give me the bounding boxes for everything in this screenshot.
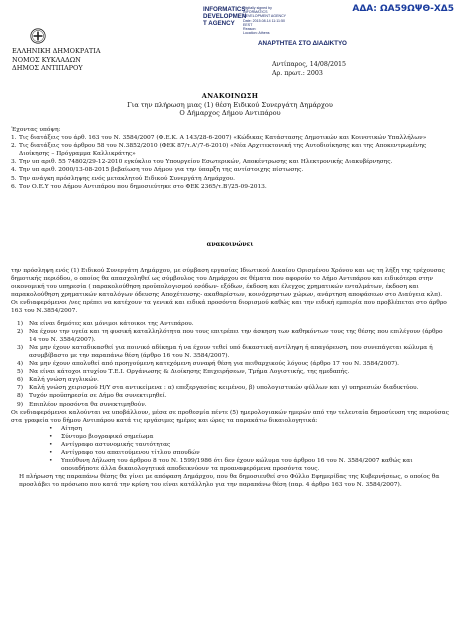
bullet-icon: • bbox=[49, 458, 53, 465]
stamp-line: T AGENCY bbox=[203, 20, 235, 27]
list-number: 3. bbox=[11, 159, 17, 166]
bullet-icon: • bbox=[49, 433, 53, 440]
header-line: ΕΛΛΗΝΙΚΗ ΔΗΜΟΚΡΑΤΙΑ bbox=[12, 47, 101, 55]
criteria-item bbox=[11, 320, 451, 328]
stamp-detail-line: INFORMATICS bbox=[243, 10, 268, 15]
bullet-icon: • bbox=[49, 425, 53, 432]
post-online-label: ΑΝΑΡΤΗΤΕΑ ΣΤΟ ΔΙΑΔΙΚΤΥΟ bbox=[258, 40, 347, 47]
list-item-text: Την υπ αριθ. 55 74802/29-12-2010 εγκύκλιο του Υπουργείου Εσωτερικών, Αποκέντρωσης και Ηλεκτρονικής Διακυβέρνησης. bbox=[19, 159, 393, 166]
list-item-text: Τον Ο.Ε.Υ του Δήμου Αντιπάρου που δημοσιεύτηκε στο ΦΕΚ 2365/τ.Β'/25-09-2013. bbox=[19, 183, 267, 190]
list-item-text: Τις διατάξεις του άρθ. 163 του Ν. 3584/2007 (Φ.Ε.Κ. Α 143/28-6-2007) «Κώδικας Κατάστασης Δημοτικών και Κοινοτικών Υπαλλήλων» bbox=[19, 135, 427, 142]
paragraph-appointment: Η πλήρωση της παραπάνω θέσης θα γίνει με απόφαση Δημάρχου, που θα δημοσιευθεί στο Φύλλο Εφημερίδας της Κυβερνήσεως, ο οποίος θα προσλάβει το πρόσωπο που κατά την κρίση του είναι κατάλληλο για την παραπάνω θέση (παρ. 4 άρθρο 163 του Ν. 3584/2007). bbox=[19, 474, 440, 489]
protocol-number: Αρ. πρωτ.: 2003 bbox=[272, 69, 323, 77]
list-item bbox=[11, 175, 451, 183]
document-text: Αντίγραφο του απαιτούμενου τίτλου σπουδών bbox=[61, 450, 200, 457]
criteria-item bbox=[11, 401, 451, 409]
list-item bbox=[11, 183, 451, 191]
criteria-item bbox=[11, 392, 451, 400]
list-number: 1. bbox=[11, 135, 17, 142]
subtitle: Για την πλήρωση μιας (1) θέση Ειδικού Συνεργάτη Δημάρχου bbox=[127, 100, 333, 109]
list-item bbox=[11, 134, 451, 142]
considerations-section bbox=[11, 126, 451, 191]
criteria-item bbox=[11, 384, 451, 392]
list-number: 2) bbox=[17, 328, 24, 335]
subtitle-mayor: Ο Δήμαρχος Δήμου Αντιπάρου bbox=[179, 109, 281, 117]
stamp-detail-line: Location: Athens bbox=[243, 31, 270, 36]
title-block bbox=[0, 92, 460, 118]
list-number: 8) bbox=[17, 393, 24, 400]
criteria-text: Καλή γνώση αγγλικών. bbox=[29, 377, 99, 384]
list-number: 9) bbox=[17, 401, 24, 408]
ada-code: ΑΔΑ: ΩΑ59ΩΨΘ-ΧΔ5 bbox=[352, 4, 454, 14]
page-title: ΑΝΑΚΟΙΝΩΣΗ bbox=[201, 92, 259, 100]
criteria-item bbox=[11, 376, 451, 384]
date-protocol-block bbox=[272, 61, 346, 78]
stamp-details bbox=[243, 6, 287, 35]
criteria-text: Να είναι κάτοχοι πτυχίου Τ.Ε.Ι. Οργάνωσης & Διοίκησης Επιχειρήσεων, Τμήμα Λογιστικής, της ημεδαπής. bbox=[29, 369, 350, 376]
stamp-line: INFORMATICS bbox=[203, 6, 246, 13]
list-number: 3) bbox=[17, 344, 24, 351]
main-section bbox=[11, 267, 451, 490]
stamp-detail-line: EEST bbox=[243, 22, 253, 27]
bullet-icon: • bbox=[49, 441, 53, 448]
criteria-text: Να μην έχουν καταδικασθεί για ποινικό αδίκημα ή να έχουν τεθεί υπό δικαστική αντίληψη ή απαγόρευση, που συνεπάγεται κώλυμα ή ασυμβίβαστο με την παραπάνω θέση (άρθρο 16 του Ν. 3584/2007). bbox=[29, 344, 433, 359]
list-number: 6) bbox=[17, 377, 24, 384]
issuer-header bbox=[12, 47, 101, 73]
stamp-agency-name bbox=[203, 6, 246, 27]
list-item bbox=[49, 457, 451, 473]
intro-text: Έχοντας υπόψη: bbox=[11, 127, 61, 133]
list-item-text: Την ανάγκη πρόσληψης ενός μετακλητού Ειδικού Συνεργάτη Δημάρχου. bbox=[19, 175, 235, 182]
greek-emblem-icon bbox=[30, 28, 46, 44]
paragraph-requirements: Οι ενδιαφερόμενοι /νες πρέπει να κατέχουν τα γενικά και ειδικά προσόντα διορισμού καθώς και την ειδική εμπειρία που προβλέπεται στο άρθρο 163 του Ν.3854/2007. bbox=[11, 300, 447, 315]
list-item bbox=[49, 441, 451, 449]
stamp-detail-line: Digitally signed by bbox=[243, 6, 272, 10]
list-item bbox=[49, 425, 451, 433]
document-text: Αίτηση bbox=[61, 425, 82, 432]
stamp-detail-line: DEVELOPMENT AGENCY bbox=[243, 14, 287, 19]
list-number: 5. bbox=[11, 175, 17, 182]
criteria-text: Να μην έχουν απολυθεί από προηγούμενη κατεχόμενη συναφή θέση για πειθαρχικούς λόγους (άρθρο 17 του Ν. 3584/2007). bbox=[29, 361, 400, 368]
paragraph-submission: Οι ενδιαφερόμενοι καλούνται να υποβάλλουν, μέσα σε προθεσμία πέντε (5) ημερολογιακών ημερών από την τελευταία δημοσίευση της παρούσας στα γραφεία του δήμου Αντιπάρου κατά τις εργάσιμες ημέρες και ώρες τα παρακάτω δικαιολογητικά: bbox=[11, 409, 449, 424]
list-number: 7) bbox=[17, 385, 24, 392]
list-item bbox=[49, 433, 451, 441]
list-item-text: Τις διατάξεις του άρθρου 58 του Ν.3852/2010 (ΦΕΚ 87/τ.Α'/7-6-2010) «Νέα Αρχιτεκτονική της Αυτοδιοίκησης και της Αποκεντρωμένης Διοίκησης – Πρόγραμμα Καλλικράτης» bbox=[19, 143, 427, 158]
criteria-item bbox=[11, 368, 451, 376]
criteria-item bbox=[11, 360, 451, 368]
announces-heading: ανακοινώνει bbox=[206, 241, 254, 248]
list-item bbox=[11, 158, 451, 166]
date-line: Αντίπαρος, 14/08/2015 bbox=[272, 61, 347, 68]
list-number: 1) bbox=[17, 320, 24, 327]
documents-list bbox=[11, 425, 451, 474]
paragraph-position: την πρόσληψη ενός (1) Ειδικού Συνεργάτη Δημάρχου, με σύμβαση εργασίας Ιδιωτικού Δικαίου Ορισμένου Χρόνου και ως τη λήξη της τρέχουσας δημοτικής περιόδου, ο οποίος θα απασχοληθεί ως σύμβουλος του Δημάρχου σε θέματα που αφορούν το Δήμο Αντιπάρου και ειδικότερα στην οικονομική του υπηρεσία ( παρακολούθηση προϋπολογισμού εσόδων- εξόδων, έκδοση και έλεγχος χρηματικών ενταλμάτων, έκδοση και παρακολούθηση χρηματικών καταλόγων όδευσης Αποχέτευσης- ακαθαρίστων, κοινόχρηστων χώρων, ανάρτηση αποφάσεων στο Διαύγεια κλπ). bbox=[11, 268, 445, 299]
stamp-line: DEVELOPMEN bbox=[203, 13, 247, 20]
criteria-text: Να έχουν την υγεία και τη φυσική καταλληλότητα που τους επιτρέπει την άσκηση των καθηκόντων τους της θέσης που επιλέγουν (άρθρο 14 του Ν. 3584/2007). bbox=[29, 328, 443, 343]
criteria-text: Να είναι δημότες και μόνιμοι κάτοικοι της Αντιπάρου. bbox=[29, 320, 194, 327]
digital-signature-stamp bbox=[203, 6, 287, 36]
stamp-detail-line: Reason: bbox=[243, 27, 257, 32]
criteria-text: Τυχόν προϋπηρεσία σε Δήμο θα συνεκτιμηθεί. bbox=[29, 393, 167, 400]
document-text: Σύντομο βιογραφικό σημείωμα bbox=[61, 433, 154, 440]
list-number: 4. bbox=[11, 167, 17, 174]
criteria-text: Επιπλέον προσόντα θα συνεκτιμηθούν. bbox=[29, 401, 147, 408]
list-number: 5) bbox=[17, 369, 24, 376]
bullet-icon: • bbox=[49, 450, 53, 457]
header-line: ΝΟΜΟΣ ΚΥΚΛΑΔΩΝ bbox=[12, 55, 81, 64]
list-number: 4) bbox=[17, 361, 24, 368]
list-item bbox=[11, 142, 451, 158]
list-item bbox=[49, 449, 451, 457]
list-number: 6. bbox=[11, 183, 17, 190]
stamp-detail-line: Date: 2015.08.14 11:11:50 bbox=[243, 18, 286, 23]
list-item-text: Την υπ αριθ. 2000/13-08-2015 βεβαίωση του Δήμου για την ύπαρξη της αντίστοιχης πίστωσης. bbox=[19, 167, 304, 174]
list-item bbox=[11, 166, 451, 174]
criteria-item bbox=[11, 344, 451, 360]
header-line: ΔΗΜΟΣ ΑΝΤΙΠΑΡΟΥ bbox=[12, 64, 83, 72]
document-text: Αντίγραφο αστυνομικής ταυτότητας bbox=[61, 441, 171, 448]
list-number: 2. bbox=[11, 143, 17, 150]
criteria-text: Καλή γνώση χειρισμού Η/Υ στα αντικείμενα : α) επεξεργασίας κειμένου, β) υπολογιστικών φύλλων και γ) υπηρεσιών διαδικτύου. bbox=[29, 385, 419, 392]
criteria-item bbox=[11, 328, 451, 344]
document-text: Υπεύθυνη Δήλωση του άρθρου 8 του Ν. 1599/1986 ότι δεν έχουν κώλυμα του άρθρου 16 του Ν. 3584/2007 καθώς και οποιαδήποτε άλλα δικαιολογητικά αποδεικνύουν τα προαναφερόμενα προσόντα τους. bbox=[61, 458, 413, 473]
